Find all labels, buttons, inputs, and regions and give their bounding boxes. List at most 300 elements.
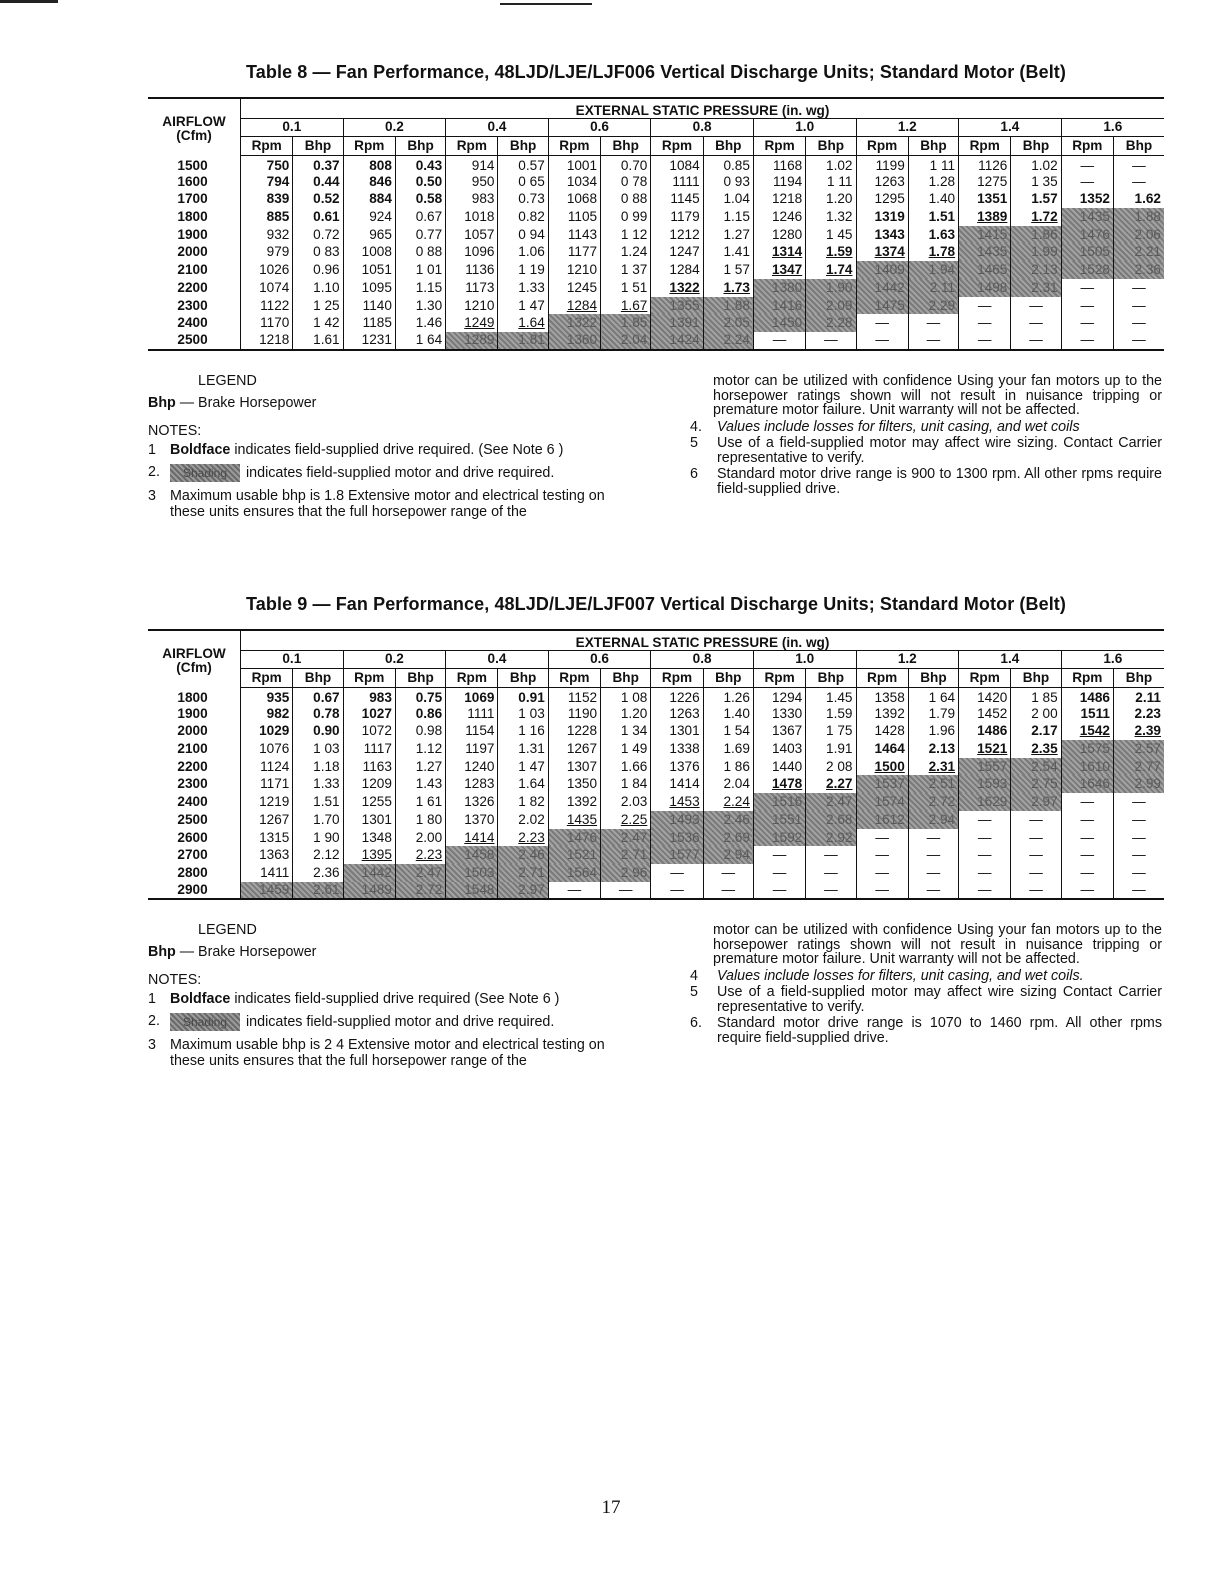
rpm-cell: 1548 [446, 882, 498, 900]
bhp-cell: 1 08 [601, 687, 651, 705]
rpm-cell: 1503 [446, 864, 498, 882]
table8-legend [148, 373, 628, 520]
bhp-cell: 1 42 [293, 314, 343, 332]
bhp-cell: 0 88 [601, 190, 651, 208]
rpm-cell: 1263 [856, 173, 908, 191]
rpm-cell: 1074 [241, 279, 293, 297]
rpm-cell: 1001 [548, 155, 600, 173]
legend-abbr-def: — Brake Horsepower [175, 395, 317, 411]
bhp-cell: 1.10 [293, 279, 343, 297]
rpm-cell: 1154 [446, 722, 498, 740]
bhp-cell: 1.59 [806, 243, 856, 261]
airflow-cell: 2100 [148, 261, 241, 279]
rpm-cell: 914 [446, 155, 498, 173]
airflow-header-line: (Cfm) [176, 660, 212, 675]
rpm-cell: 1338 [651, 740, 703, 758]
bhp-cell: 1 85 [1011, 687, 1061, 705]
airflow-cell: 1600 [148, 173, 241, 191]
pressure-header: 0.6 [548, 118, 651, 136]
rpm-cell: 1360 [548, 332, 600, 350]
rpm-cell: 935 [241, 687, 293, 705]
rpm-cell: 1027 [343, 705, 395, 723]
bhp-cell: 1.64 [498, 314, 548, 332]
table-row [148, 226, 1164, 244]
note-number: 3 [148, 488, 156, 504]
rpm-cell: 1367 [753, 722, 805, 740]
table-row [148, 758, 1164, 776]
rpm-cell: 1301 [651, 722, 703, 740]
bhp-cell: 1 11 [908, 155, 958, 173]
rpm-cell: 1111 [446, 705, 498, 723]
bhp-cell: 2.31 [1011, 279, 1061, 297]
rpm-cell: 1197 [446, 740, 498, 758]
header-row-pressures [148, 650, 1164, 668]
rpm-cell: 1284 [651, 261, 703, 279]
rpm-cell: 1194 [753, 173, 805, 191]
note-5 [690, 436, 1162, 465]
bhp-cell: — [1011, 811, 1061, 829]
bhp-cell: 0.61 [293, 208, 343, 226]
rpm-cell: 1465 [959, 261, 1011, 279]
bhp-cell: 2.68 [806, 811, 856, 829]
rpm-cell: — [753, 332, 805, 350]
bhp-header: Bhp [703, 668, 753, 687]
rpm-cell: 1374 [856, 243, 908, 261]
rpm-cell: 1072 [343, 722, 395, 740]
bhp-cell: 1.46 [395, 314, 445, 332]
airflow-cell: 2500 [148, 332, 241, 350]
bhp-cell: 1.12 [395, 740, 445, 758]
rpm-cell: 1414 [446, 829, 498, 847]
bhp-cell: 2.04 [601, 332, 651, 350]
rpm-cell: 1537 [856, 775, 908, 793]
bhp-cell: — [1011, 314, 1061, 332]
bhp-cell: 1.86 [1011, 226, 1061, 244]
bhp-cell: 2.21 [1113, 243, 1164, 261]
rpm-cell: 1319 [856, 208, 908, 226]
table-row [148, 882, 1164, 900]
bhp-header: Bhp [601, 136, 651, 155]
note-number: 3 [148, 1037, 156, 1053]
rpm-cell: — [1061, 864, 1113, 882]
bhp-cell: — [1011, 297, 1061, 315]
table-row [148, 793, 1164, 811]
rpm-cell: 1440 [753, 758, 805, 776]
bhp-header: Bhp [293, 668, 343, 687]
bhp-cell: — [1011, 332, 1061, 350]
airflow-cell: 2000 [148, 243, 241, 261]
bhp-cell: 1 01 [395, 261, 445, 279]
rpm-cell: 1452 [959, 705, 1011, 723]
bhp-cell: 2.97 [498, 882, 548, 900]
note-number: 2. [148, 1013, 160, 1029]
rpm-cell: 1464 [856, 740, 908, 758]
rpm-cell: 1280 [753, 226, 805, 244]
bhp-cell: 0.75 [395, 687, 445, 705]
rpm-cell: 1026 [241, 261, 293, 279]
header-row-esp [148, 630, 1164, 650]
rpm-cell: 1363 [241, 846, 293, 864]
bhp-cell: — [1113, 173, 1164, 191]
bhp-cell: 0 88 [395, 243, 445, 261]
bhp-cell: 2.57 [1113, 740, 1164, 758]
rpm-cell: 1593 [959, 775, 1011, 793]
pressure-header: 0.8 [651, 118, 754, 136]
bhp-cell: 1 47 [498, 297, 548, 315]
rpm-cell: 1453 [651, 793, 703, 811]
bhp-cell: — [1011, 864, 1061, 882]
bhp-cell: — [1113, 279, 1164, 297]
pressure-header: 1.2 [856, 118, 959, 136]
header-row-units [148, 668, 1164, 687]
rpm-cell: 1493 [651, 811, 703, 829]
rpm-cell: 1084 [651, 155, 703, 173]
bhp-cell: 1.61 [293, 332, 343, 350]
bhp-cell: 1 57 [703, 261, 753, 279]
bhp-cell: 2.24 [703, 332, 753, 350]
rpm-cell: 1171 [241, 775, 293, 793]
bhp-cell: 2.23 [498, 829, 548, 847]
bhp-cell: — [908, 829, 958, 847]
bhp-cell: 1 51 [601, 279, 651, 297]
bhp-cell: 0.86 [395, 705, 445, 723]
pressure-header: 0.2 [343, 650, 446, 668]
bhp-cell: 2.39 [1113, 722, 1164, 740]
rpm-cell: 1489 [343, 882, 395, 900]
rpm-header: Rpm [959, 136, 1011, 155]
bhp-cell: 2.36 [1113, 261, 1164, 279]
bhp-cell: 0 94 [498, 226, 548, 244]
rpm-cell: 1592 [753, 829, 805, 847]
bhp-cell: 1.69 [703, 740, 753, 758]
rpm-cell: 1575 [1061, 740, 1113, 758]
rpm-cell: 1168 [753, 155, 805, 173]
bhp-cell: 1.30 [395, 297, 445, 315]
bhp-cell: 0.67 [395, 208, 445, 226]
rpm-cell: — [1061, 314, 1113, 332]
rpm-cell: — [959, 811, 1011, 829]
bhp-cell: 0.72 [293, 226, 343, 244]
bhp-cell: 1 16 [498, 722, 548, 740]
airflow-header-line: AIRFLOW [162, 645, 226, 661]
bhp-cell: 1.99 [1011, 243, 1061, 261]
pressure-header: 0.2 [343, 118, 446, 136]
rpm-cell: 1403 [753, 740, 805, 758]
rpm-cell: 1343 [856, 226, 908, 244]
bhp-cell: 2.23 [395, 846, 445, 864]
rpm-cell: 1352 [1061, 190, 1113, 208]
bhp-header: Bhp [908, 136, 958, 155]
rpm-cell: 1435 [548, 811, 600, 829]
bhp-cell: 1.20 [601, 705, 651, 723]
legend-heading: LEGEND [198, 922, 257, 938]
rpm-cell: 1246 [753, 208, 805, 226]
bhp-cell: — [1011, 846, 1061, 864]
bhp-cell: 1.51 [293, 793, 343, 811]
airflow-cell: 2400 [148, 793, 241, 811]
bhp-cell: 2.06 [1113, 226, 1164, 244]
bhp-cell: 1.02 [1011, 155, 1061, 173]
rpm-cell: — [1061, 882, 1113, 900]
bhp-cell: — [1113, 314, 1164, 332]
rpm-cell: 1557 [959, 758, 1011, 776]
rpm-cell: 1322 [651, 279, 703, 297]
table-row [148, 811, 1164, 829]
rpm-cell: 1350 [548, 775, 600, 793]
shading-swatch: Shading [170, 464, 240, 482]
bhp-cell: 1.70 [293, 811, 343, 829]
bhp-cell: 2.75 [1011, 775, 1061, 793]
note-text: Values include losses for filters, unit casing, and wet coils [717, 418, 1080, 435]
bhp-cell: — [908, 314, 958, 332]
note-number: 5 [690, 984, 698, 1000]
bhp-cell: 0.57 [498, 155, 548, 173]
table8-grid [148, 97, 1164, 351]
bhp-cell: 0.98 [395, 722, 445, 740]
rpm-cell: 1185 [343, 314, 395, 332]
rpm-cell: 1140 [343, 297, 395, 315]
airflow-cell: 1800 [148, 208, 241, 226]
airflow-cell: 1500 [148, 155, 241, 173]
bhp-cell: 1 03 [498, 705, 548, 723]
note-number: 1 [148, 991, 156, 1007]
table9-notes-continued [690, 923, 1162, 1045]
rpm-cell: — [1061, 811, 1113, 829]
bhp-cell: 2.05 [703, 314, 753, 332]
rpm-cell: 1212 [651, 226, 703, 244]
table-row [148, 829, 1164, 847]
rpm-cell: — [959, 314, 1011, 332]
rpm-cell: 1370 [446, 811, 498, 829]
bhp-cell: 1.28 [908, 173, 958, 191]
airflow-cell: 2500 [148, 811, 241, 829]
pressure-header: 0.8 [651, 650, 754, 668]
rpm-header: Rpm [651, 136, 703, 155]
rpm-cell: 1564 [548, 864, 600, 882]
note-number: 5 [690, 435, 698, 451]
rpm-cell: 1646 [1061, 775, 1113, 793]
rpm-cell: 1348 [343, 829, 395, 847]
pressure-header: 0.1 [241, 118, 344, 136]
bhp-cell: 1.33 [293, 775, 343, 793]
pressure-header: 1.4 [959, 650, 1062, 668]
rpm-cell: 983 [343, 687, 395, 705]
bhp-cell: 1 03 [293, 740, 343, 758]
bhp-cell: — [908, 332, 958, 350]
note-text: Use of a field-supplied motor may affect wire sizing Contact Carrier representative to verify. [717, 984, 1162, 1015]
table-row [148, 332, 1164, 350]
bhp-cell: 1 47 [498, 758, 548, 776]
bhp-cell: 1.63 [908, 226, 958, 244]
rpm-cell: 924 [343, 208, 395, 226]
rpm-cell: — [753, 846, 805, 864]
rpm-cell: 1190 [548, 705, 600, 723]
rpm-cell: 1173 [446, 279, 498, 297]
rpm-cell: 1136 [446, 261, 498, 279]
bhp-cell: 1.88 [1113, 208, 1164, 226]
bhp-cell: 1.74 [806, 261, 856, 279]
bhp-cell: 1.66 [601, 758, 651, 776]
rpm-cell: 1247 [651, 243, 703, 261]
bhp-cell: 0 93 [703, 173, 753, 191]
rpm-cell: 1574 [856, 793, 908, 811]
rpm-header: Rpm [1061, 136, 1113, 155]
bhp-cell: — [806, 882, 856, 900]
bhp-cell: 1 11 [806, 173, 856, 191]
rpm-cell: 1442 [856, 279, 908, 297]
bhp-cell: 2.09 [806, 297, 856, 315]
rpm-cell: — [1061, 846, 1113, 864]
rpm-cell: 1143 [548, 226, 600, 244]
table-row [148, 705, 1164, 723]
bhp-cell: 0.52 [293, 190, 343, 208]
bhp-cell: 1.94 [908, 261, 958, 279]
note-3-continued: motor can be utilized with confidence Using your fan motors up to the horsepower ratings shown will not result in nuisance tripping or premature motor failure. Unit warranty will not be affected. [713, 922, 1162, 967]
bhp-cell: 1.67 [601, 297, 651, 315]
rpm-cell: 1034 [548, 173, 600, 191]
pressure-header: 1.0 [753, 650, 856, 668]
airflow-cell: 2700 [148, 846, 241, 864]
rpm-cell: 1612 [856, 811, 908, 829]
rpm-cell: 794 [241, 173, 293, 191]
rpm-cell: 1095 [343, 279, 395, 297]
rpm-cell: 1240 [446, 758, 498, 776]
table-row [148, 297, 1164, 315]
table-row [148, 279, 1164, 297]
rpm-cell: — [959, 846, 1011, 864]
legend-abbr: Bhp [148, 395, 176, 411]
rpm-cell: 1391 [651, 314, 703, 332]
airflow-header [148, 630, 241, 687]
pressure-header: 1.4 [959, 118, 1062, 136]
bhp-cell: — [1113, 332, 1164, 350]
rpm-header: Rpm [241, 136, 293, 155]
rpm-cell: 932 [241, 226, 293, 244]
rpm-cell: 1435 [1061, 208, 1113, 226]
note-1 [148, 991, 628, 1007]
rpm-cell: 1478 [753, 775, 805, 793]
bhp-cell: 1 25 [293, 297, 343, 315]
rpm-cell: 1307 [548, 758, 600, 776]
rpm-cell: 1218 [241, 332, 293, 350]
airflow-cell: 2400 [148, 314, 241, 332]
bhp-cell: 2.46 [498, 846, 548, 864]
bhp-cell: 1 86 [703, 758, 753, 776]
pressure-header: 1.6 [1061, 650, 1164, 668]
note-number: 6. [690, 1015, 702, 1031]
rpm-cell: 1476 [1061, 226, 1113, 244]
bhp-cell: 1.51 [908, 208, 958, 226]
bhp-cell: 2.17 [1011, 722, 1061, 740]
note-text: indicates field-supplied drive required (See Note 6 ) [230, 991, 560, 1007]
note-6 [690, 1016, 1162, 1045]
bhp-cell: — [1113, 882, 1164, 900]
airflow-cell: 1900 [148, 226, 241, 244]
header-row-units [148, 136, 1164, 155]
rpm-cell: 1450 [753, 314, 805, 332]
bhp-cell: — [1113, 846, 1164, 864]
rpm-cell: 1008 [343, 243, 395, 261]
rpm-cell: 839 [241, 190, 293, 208]
rpm-cell: 1475 [856, 297, 908, 315]
rpm-cell: 1029 [241, 722, 293, 740]
rpm-header: Rpm [343, 668, 395, 687]
rpm-cell: 1068 [548, 190, 600, 208]
rpm-cell: — [959, 297, 1011, 315]
note-number: 1 [148, 442, 156, 458]
table-row [148, 314, 1164, 332]
note-text: Maximum usable bhp is 2 4 Extensive motor and electrical testing on these units ensures that the full horsepower range of the [170, 1037, 605, 1069]
bhp-cell: 2.28 [806, 314, 856, 332]
bhp-cell: 2.12 [293, 846, 343, 864]
rpm-cell: 1486 [1061, 687, 1113, 705]
note-number: 4 [690, 967, 698, 984]
bhp-cell: 1.40 [908, 190, 958, 208]
bhp-cell: 0 65 [498, 173, 548, 191]
rpm-cell: 1409 [856, 261, 908, 279]
pressure-header: 0.4 [446, 650, 549, 668]
bhp-cell: — [1011, 829, 1061, 847]
legend-bhp [148, 944, 628, 960]
rpm-cell: — [856, 882, 908, 900]
rpm-header: Rpm [343, 136, 395, 155]
rpm-cell: — [1061, 173, 1113, 191]
rpm-cell: 1209 [343, 775, 395, 793]
bhp-header: Bhp [1113, 668, 1164, 687]
bhp-cell: 1.27 [703, 226, 753, 244]
bhp-cell: 1 35 [1011, 173, 1061, 191]
rpm-cell: — [1061, 297, 1113, 315]
note-number: 4. [690, 418, 702, 435]
bhp-header: Bhp [1113, 136, 1164, 155]
rpm-cell: 1210 [446, 297, 498, 315]
bhp-cell: 1.41 [703, 243, 753, 261]
bhp-cell: 1 61 [395, 793, 445, 811]
bhp-cell: — [1113, 297, 1164, 315]
bhp-cell: 1.79 [908, 705, 958, 723]
bhp-cell: 1.02 [806, 155, 856, 173]
bhp-cell: 1.85 [601, 314, 651, 332]
rpm-cell: 1486 [959, 722, 1011, 740]
rpm-cell: 1105 [548, 208, 600, 226]
rpm-cell: 1424 [651, 332, 703, 350]
airflow-cell: 2000 [148, 722, 241, 740]
table-row [148, 687, 1164, 705]
bhp-cell: 1 12 [601, 226, 651, 244]
rpm-cell: — [1061, 793, 1113, 811]
bhp-cell: 2.35 [1011, 740, 1061, 758]
rpm-cell: 950 [446, 173, 498, 191]
rpm-cell: 1111 [651, 173, 703, 191]
rpm-cell: — [753, 864, 805, 882]
rpm-header: Rpm [548, 136, 600, 155]
esp-header: EXTERNAL STATIC PRESSURE (in. wg) [241, 630, 1164, 650]
airflow-header-line: (Cfm) [176, 128, 212, 143]
rpm-cell: 1126 [959, 155, 1011, 173]
bhp-cell: 2.61 [293, 882, 343, 900]
rpm-cell: 983 [446, 190, 498, 208]
bhp-cell: 1.20 [806, 190, 856, 208]
notes-heading: NOTES: [148, 423, 202, 439]
airflow-cell: 1900 [148, 705, 241, 723]
header-row-pressures [148, 118, 1164, 136]
bhp-header: Bhp [395, 136, 445, 155]
bhp-cell: 2.46 [703, 811, 753, 829]
rpm-cell: — [856, 332, 908, 350]
bhp-cell: 1.43 [395, 775, 445, 793]
bhp-cell: 2.72 [395, 882, 445, 900]
rpm-cell: 1163 [343, 758, 395, 776]
